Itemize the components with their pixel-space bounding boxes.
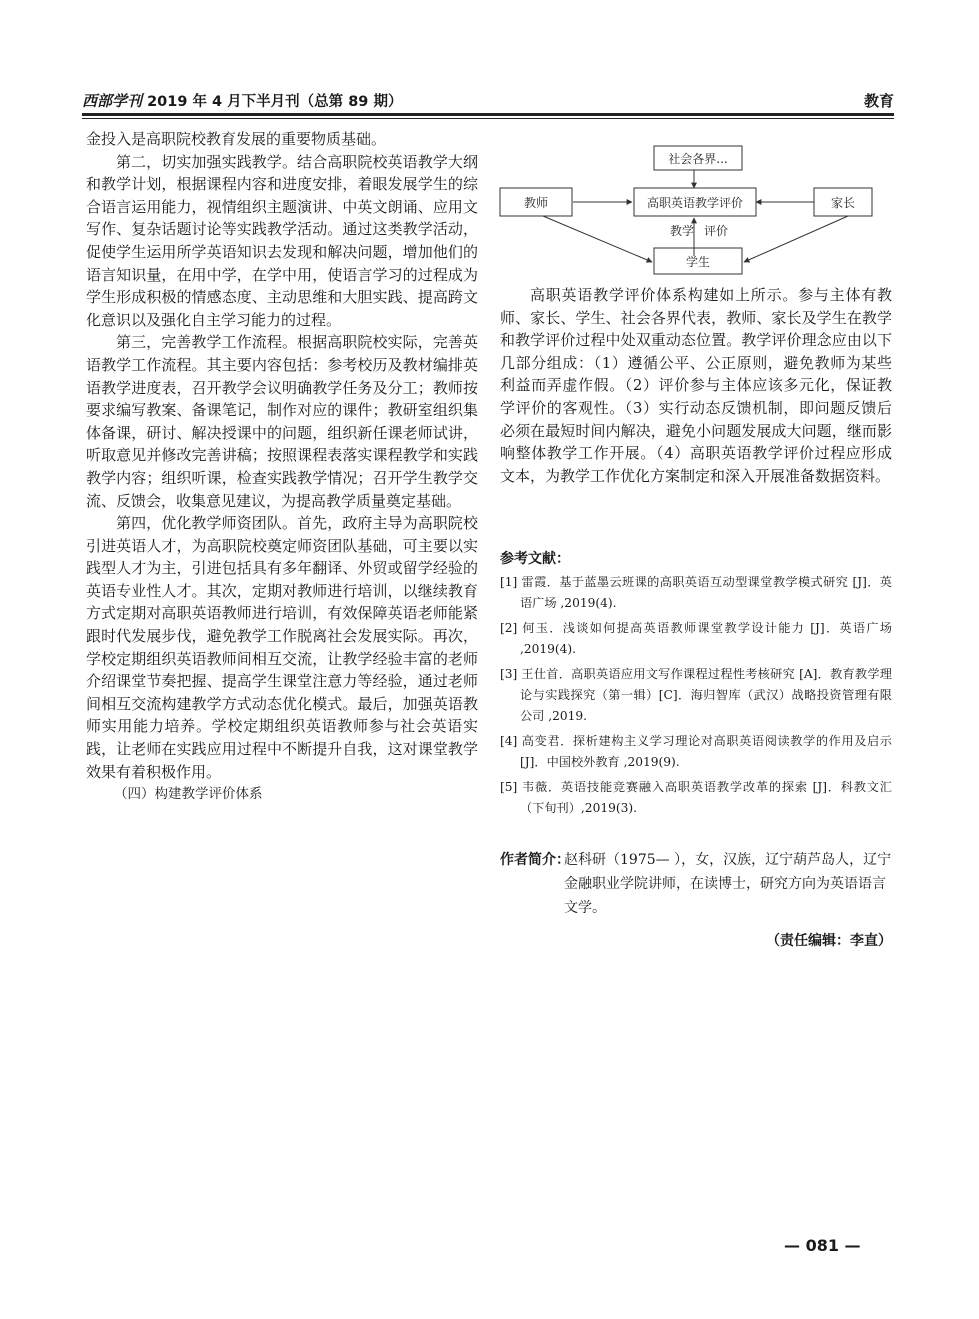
reference-item: [3] 王仕首．高职英语应用文写作课程过程性考核研究 [A]．教育教学理论与实践探究（第一辑）[C]．海归智库（武汉）战略投资管理有限公司 ,2019. xyxy=(500,667,892,723)
paragraph: 金投入是高职院校教育发展的重要物质基础。 xyxy=(86,130,387,148)
node-parent: 家长 xyxy=(830,196,856,210)
arrow-teacher-student xyxy=(543,216,652,262)
edge-label-evaluate: 评价 xyxy=(703,224,729,238)
right-column xyxy=(500,284,892,487)
issue-info: 2019 年 4 月下半月刊（总第 89 期） xyxy=(147,94,403,110)
paragraph: 第三，完善教学工作流程。根据高职院校实际，完善英语教学工作流程。其主要内容包括：参考校历及教材编排英语教学进度表，召开教学会议明确教学任务及分工；教师按要求编写教案、备课笔记，制作对应的课件；教研室组织集体备课，研讨、解决授课中的问题，组织新任课老师试讲，听取意见并修改完善讲稿；按照课程表落实课程教学和实践教学内容；组织听课，检查实践教学情况；召开学生教学交流、反馈会，收集意见建议，为提高教学质量奠定基础。 xyxy=(86,333,478,510)
reference-item: [2] 何玉．浅谈如何提高英语教师课堂教学设计能力 [J]．英语广场 ,2019(4). xyxy=(500,621,892,656)
author-label: 作者简介： xyxy=(500,852,570,868)
paragraph: 第二，切实加强实践教学。结合高职院校英语教学大纲和教学计划，根据课程内容和进度安排，着眼发展学生的综合语言运用能力，视情组织主题演讲、中英文朗诵、应用文写作、复杂话题讨论等实践教学活动。通过这类教学活动，促使学生运用所学英语知识去发现和解决问题，增加他们的语言知识量，在用中学，在学中用，使语言学习的过程成为学生形成积极的情感态度、主动思维和大胆实践、提高跨文化意识以及强化自主学习能力的过程。 xyxy=(86,152,478,329)
journal-info xyxy=(82,90,402,111)
node-center: 高职英语教学评价 xyxy=(646,196,744,210)
section-subheading: （四）构建教学评价体系 xyxy=(114,786,263,803)
section-label: 教育 xyxy=(863,92,894,110)
node-society: 社会各界... xyxy=(668,152,728,166)
left-column xyxy=(86,128,478,806)
header-rule xyxy=(82,113,894,116)
journal-name: 西部学刊 xyxy=(82,92,143,110)
node-student: 学生 xyxy=(685,255,711,269)
edge-label-teach: 教学 xyxy=(669,224,695,238)
node-teacher: 教师 xyxy=(523,196,549,210)
reference-item: [4] 高变君．探析建构主义学习理论对高职英语阅读教学的作用及启示 [J]．中国校外教育 ,2019(9). xyxy=(500,734,892,769)
page-header xyxy=(82,84,894,114)
references xyxy=(500,548,892,823)
arrow-parent-student xyxy=(744,216,848,262)
author-text: 赵科研（1975— ），女，汉族，辽宁葫芦岛人，辽宁金融职业学院讲师，在读博士，研究方向为英语语言文学。 xyxy=(564,852,892,916)
header-rule-thin xyxy=(82,118,894,119)
paragraph: 第四，优化教学师资团队。首先，政府主导为高职院校引进英语人才，为高职院校奠定师资团队基础，可主要以实践型人才为主，引进包括具有多年翻译、外贸或留学经验的英语专业性人才。其次，定期对教师进行培训，以继续教育方式定期对高职英语教师进行培训，有效保障英语老师能紧跟时代发展步伐，避免教学工作脱离社会发展实际。再次，学校定期组织英语教师间相互交流，让教学经验丰富的老师介绍课堂节奏把握、提高学生课堂注意力等经验，通过老师间相互交流构建教学方式动态优化模式。最后，加强英语教师实用能力培养。学校定期组织英语教师参与社会英语实践，让老师在实践应用过程中不断提升自我，这对课堂教学效果有着积极作用。 xyxy=(86,514,478,781)
reference-item: [1] 雷霞．基于蓝墨云班课的高职英语互动型课堂教学模式研究 [J]．英语广场 ,2019(4). xyxy=(500,575,892,610)
paragraph: 高职英语教学评价体系构建如上所示。参与主体有教师、家长、学生、社会各界代表，教师、家长及学生在教学和教学评价过程中处双重动态位置。教学评价理念应由以下几部分组成：（1）遵循公平、公正原则，避免教师为某些利益而弄虚作假。（2）评价参与主体应该多元化，保证教学评价的客观性。（3）实行动态反馈机制，即问题反馈后必须在最短时间内解决，避免小问题发展成大问题，继而影响整体教学工作开展。（4）高职英语教学评价过程应形成文本，为教学工作优化方案制定和深入开展准备数据资料。 xyxy=(500,286,892,485)
responsible-editor: （责任编辑：李直） xyxy=(766,933,892,949)
page-number: — 081 — xyxy=(784,1236,861,1255)
evaluation-system-diagram xyxy=(498,138,878,278)
author-bio xyxy=(500,848,892,920)
references-title: 参考文献： xyxy=(500,551,570,567)
reference-item: [5] 韦薇．英语技能竞赛融入高职英语教学改革的探索 [J]．科教文汇（下旬刊）,2019(3). xyxy=(500,780,892,815)
